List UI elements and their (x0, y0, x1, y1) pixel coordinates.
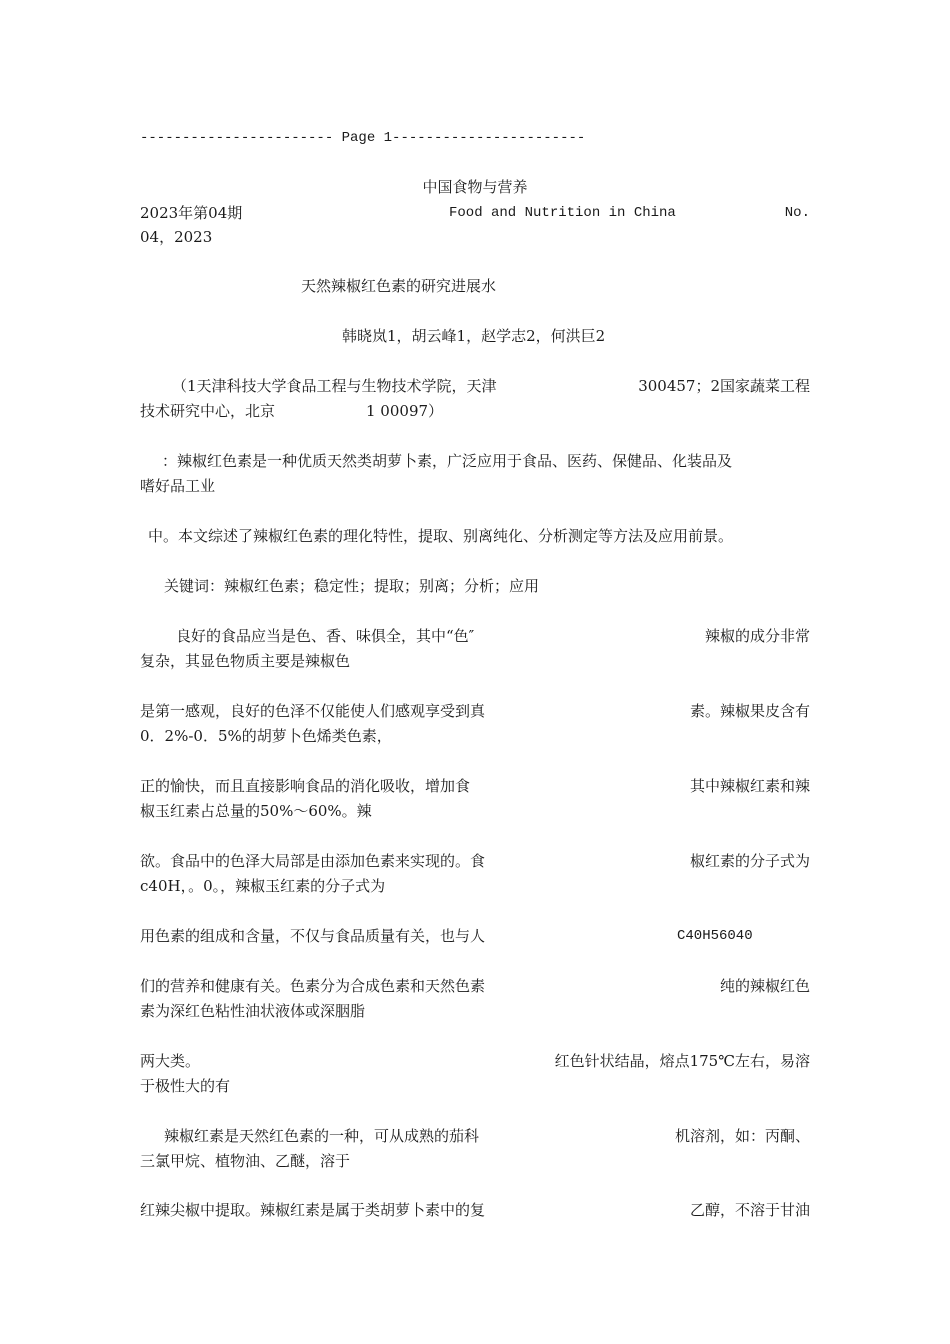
abstract-line3: 中。本文综述了辣椒红色素的理化特性，提取、别离纯化、分析测定等方法及应用前景。 (148, 527, 734, 545)
body-row-cont: 复杂，其显色物质主要是辣椒色 (140, 652, 351, 670)
body-row-left: 良好的食品应当是色、香、味俱全，其中“色″ (176, 627, 475, 645)
journal-title-en: Food and Nutrition in China (449, 205, 676, 221)
body-row-left: 是第一感观，良好的色泽不仅能使人们感观享受到真 (140, 702, 486, 720)
body-row-right: 机溶剂，如：丙酮、 (674, 1127, 810, 1145)
abstract-line2: 嗜好品工业 (140, 477, 216, 495)
body-row-cont: c40H，。0。，辣椒玉红素的分子式为 (140, 877, 386, 895)
authors: 韩晓岚1，胡云峰1，赵学志2，何洪巨2 (342, 327, 606, 345)
body-row-right: 纯的辣椒红色 (719, 977, 810, 995)
body-row-right: C40H56040 (677, 928, 753, 944)
body-row-cont: 三氯甲烷、植物油、乙醚，溶于 (140, 1152, 351, 1170)
body-row-left: 们的营养和健康有关。色素分为合成色素和天然色素 (140, 977, 486, 995)
body-row-left: 辣椒红素是天然红色素的一种，可从成熟的茄科 (164, 1127, 480, 1145)
body-row-right: 辣椒的成分非常 (704, 627, 810, 645)
affiliation-line2-right: 1 00097） (366, 402, 444, 420)
body-row-right: 红色针状结晶，熔点175℃左右，易溶 (554, 1052, 810, 1070)
body-row-cont: 于极性大的有 (140, 1077, 231, 1095)
abstract-line1: ：辣椒红色素是一种优质天然类胡萝卜素，广泛应用于食品、医药、保健品、化装品及 (162, 452, 733, 470)
body-row-left: 欲。食品中的色泽大局部是由添加色素来实现的。食 (140, 852, 486, 870)
affiliation-line1-right: 300457；2国家蔬菜工程 (638, 377, 810, 395)
body-row-left: 用色素的组成和含量，不仅与食品质量有关，也与人 (140, 927, 486, 945)
body-row-left: 正的愉快，而且直接影响食品的消化吸收，增加食 (140, 777, 471, 795)
issue-no-value: 04，2023 (140, 228, 213, 246)
body-row-cont: 0．2%-0．5%的胡萝卜色烯类色素， (140, 727, 392, 745)
affiliation-line2-left: 技术研究中心，北京 (140, 402, 276, 420)
issue-cn: 2023年第04期 (140, 204, 243, 222)
article-title: 天然辣椒红色素的研究进展水 (301, 277, 497, 295)
body-row-cont: 椒玉红素占总量的50%～60%。辣 (140, 802, 372, 820)
body-row-right: 其中辣椒红素和辣 (689, 777, 810, 795)
body-row-left: 两大类。 (140, 1052, 201, 1070)
body-row-left: 红辣尖椒中提取。辣椒红素是属于类胡萝卜素中的复 (140, 1201, 486, 1219)
affiliation-line1-left: （1天津科技大学食品工程与生物技术学院，天津 (172, 377, 497, 395)
journal-title-cn: 中国食物与营养 (422, 178, 528, 196)
body-row-right: 乙醇，不溶于甘油 (689, 1201, 810, 1219)
body-row-right: 素。辣椒果皮含有 (689, 702, 810, 720)
keywords: 关键词：辣椒红色素；稳定性；提取；别离；分析；应用 (164, 577, 540, 595)
issue-no-label: No. (784, 205, 810, 221)
page-marker: ----------------------- Page 1----------------------- (140, 130, 586, 146)
body-row-right: 椒红素的分子式为 (689, 852, 810, 870)
body-row-cont: 素为深红色粘性油状液体或深胭脂 (140, 1002, 366, 1020)
